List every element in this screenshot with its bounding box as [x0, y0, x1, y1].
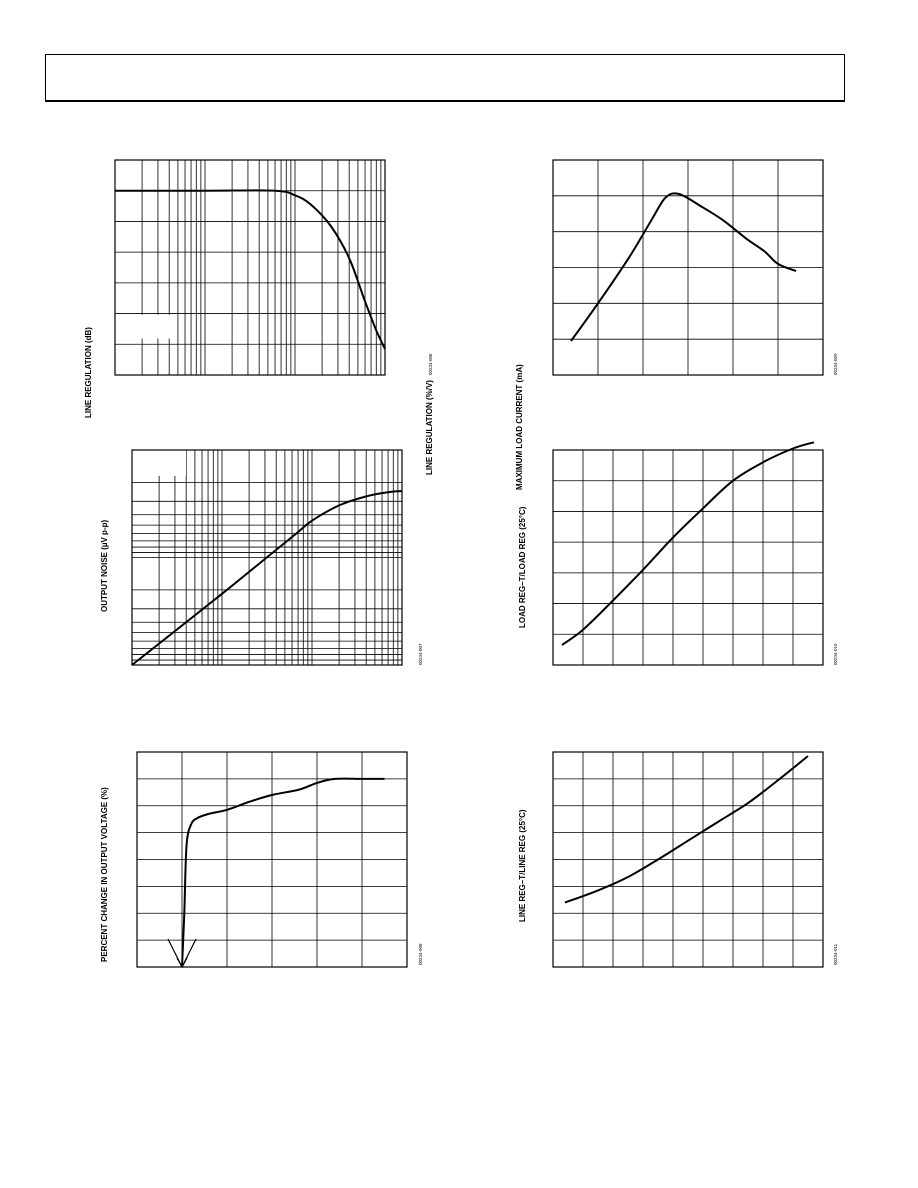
- line-reg-ratio-figure-number: 00234-011: [833, 943, 838, 965]
- max-load-current-grid: [553, 160, 823, 375]
- max-load-current-figure-number: 00234-009: [833, 353, 838, 375]
- percent-change-output-chart: [95, 740, 435, 980]
- load-reg-ratio-grid: [553, 450, 823, 665]
- load-reg-ratio-frame: [553, 450, 823, 665]
- line-reg-ratio-curve: [565, 756, 808, 903]
- output-noise-chart: [90, 440, 435, 680]
- line-regulation-legend-box: [123, 315, 174, 339]
- output-noise-legend-box: [132, 450, 186, 476]
- line-reg-ratio-y-label: LINE REG–T/LINE REG (25°C): [518, 809, 527, 922]
- line-regulation-grid: [115, 160, 385, 375]
- line-regulation-chart: [60, 150, 450, 475]
- load-reg-ratio-curve: [562, 442, 814, 645]
- line-reg-ratio-chart: [505, 740, 850, 980]
- percent-change-output-figure-number: 00234-008: [418, 943, 423, 965]
- line-reg-ratio-grid: [553, 752, 823, 967]
- load-reg-ratio-plot-border: [553, 450, 823, 665]
- output-noise-figure-number: 00234-007: [418, 643, 423, 665]
- line-regulation-y2-label: LINE REGULATION (%/V): [425, 380, 434, 475]
- max-load-current-chart: [505, 150, 850, 490]
- load-reg-ratio-chart: [505, 440, 850, 680]
- line-regulation-y-label: LINE REGULATION (dB): [84, 327, 93, 418]
- output-noise-curve: [132, 491, 402, 665]
- load-reg-ratio-y-label: LOAD REG–T/LOAD REG (25°C): [518, 506, 527, 628]
- page-header-box: [45, 54, 845, 102]
- line-regulation-frame: [115, 160, 385, 375]
- line-regulation-legend-blank: [123, 315, 174, 339]
- line-regulation-plot-border: [115, 160, 385, 375]
- output-noise-y-label: OUTPUT NOISE (µV p-p): [100, 519, 109, 612]
- percent-change-output-y-label: PERCENT CHANGE IN OUTPUT VOLTAGE (%): [100, 787, 109, 962]
- percent-change-output-curve: [182, 779, 385, 967]
- output-noise-legend-blank: [132, 450, 186, 476]
- percent-change-output-grid: [137, 752, 407, 967]
- line-regulation-figure-number: 00234-006: [428, 353, 433, 375]
- max-load-current-y-label: MAXIMUM LOAD CURRENT (mA): [515, 364, 524, 490]
- load-reg-ratio-figure-number: 00234-010: [833, 643, 838, 665]
